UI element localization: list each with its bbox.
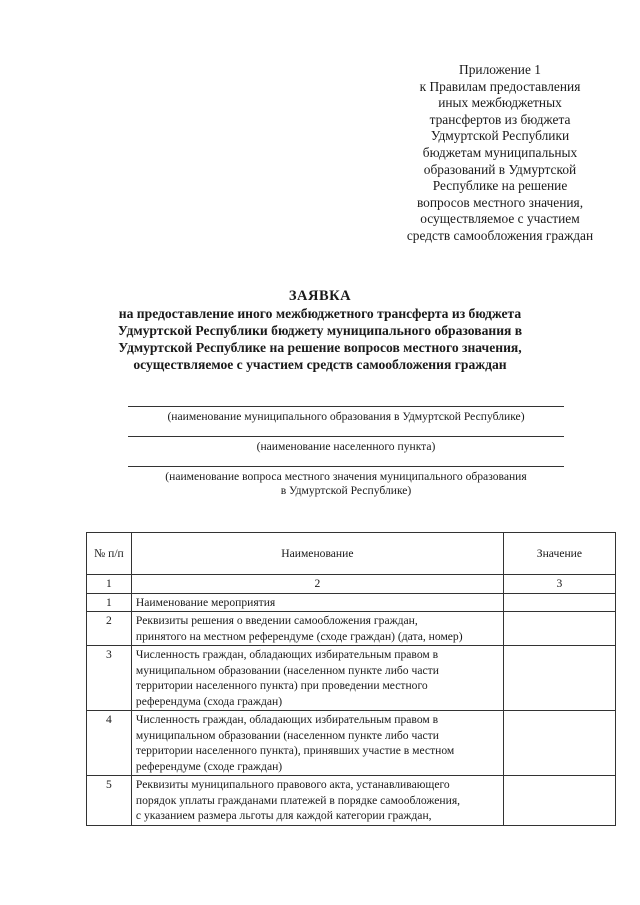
field-caption: [128, 440, 564, 454]
title-line: Удмуртской Республике на решение вопросов местного значения,: [118, 340, 522, 355]
row-name: [131, 646, 503, 711]
row-name-line: Численность граждан, обладающих избирательным правом в: [135, 648, 439, 661]
title-subtitle: [60, 305, 580, 373]
row-name-line: муниципальном образовании (населенном пункте либо части: [135, 728, 439, 742]
row-value-cell[interactable]: [503, 711, 615, 776]
caption-line: в Удмуртской Республике): [280, 484, 412, 497]
field-caption: [128, 410, 564, 424]
table-row: [87, 612, 616, 646]
appendix-line: вопросов местного значения,: [416, 194, 584, 210]
row-name-line: территории населенного пункта) при проведении местного: [135, 679, 428, 692]
row-name-line: муниципальном образовании (населенном пункте либо части: [135, 663, 439, 677]
column-number: 2: [131, 575, 503, 594]
row-name: [131, 776, 503, 826]
row-name-line: Наименование мероприятия: [135, 595, 276, 609]
appendix-line: Республике на решение: [432, 178, 568, 194]
caption-line: (наименование населенного пункта): [256, 440, 436, 453]
row-name-line: Реквизиты решения о введении самообложения граждан,: [135, 614, 418, 627]
row-number: 2: [87, 612, 132, 646]
appendix-line: иных межбюджетных: [438, 95, 562, 111]
appendix-line: осуществляемое с участием: [420, 211, 580, 227]
table-header-row: [87, 533, 616, 575]
municipality-field[interactable]: [128, 406, 564, 424]
blank-line: [128, 436, 564, 437]
row-value-cell[interactable]: [503, 646, 615, 711]
settlement-field[interactable]: [128, 436, 564, 454]
caption-line: (наименование вопроса местного значения муниципального образования: [165, 470, 527, 483]
title-line: Удмуртской Республики бюджету муниципального образования в: [117, 323, 523, 338]
row-number: 1: [87, 593, 132, 612]
document-title: [60, 287, 580, 373]
row-number: 3: [87, 646, 132, 711]
title-line: на предоставление иного межбюджетного трансферта из бюджета: [118, 306, 522, 321]
row-name-line: территории населенного пункта), принявших участие в местном: [135, 744, 455, 757]
row-name: [131, 711, 503, 776]
header-value: Значение: [503, 533, 615, 575]
header-number: № п/п: [87, 533, 132, 575]
table-row: [87, 593, 616, 612]
row-name-line: Численность граждан, обладающих избирательным правом в: [135, 713, 439, 726]
application-table: [86, 532, 616, 826]
appendix-block: [380, 62, 620, 245]
appendix-line: Удмуртской Республики: [430, 128, 570, 144]
row-number: 4: [87, 711, 132, 776]
column-number: 1: [87, 575, 132, 594]
row-number: 5: [87, 776, 132, 826]
table-row: [87, 646, 616, 711]
blank-line: [128, 466, 564, 467]
row-name-line: с указанием размера льготы для каждой категории граждан,: [135, 809, 432, 822]
row-name: [131, 612, 503, 646]
row-value-cell[interactable]: [503, 612, 615, 646]
title-main: ЗАЯВКА: [288, 288, 352, 304]
caption-line: (наименование муниципального образования в Удмуртской Республике): [167, 410, 525, 423]
row-name-line: принятого на местном референдуме (сходе граждан) (дата, номер): [135, 629, 463, 643]
table-row: [87, 711, 616, 776]
column-number: 3: [503, 575, 615, 594]
field-caption: [128, 470, 564, 498]
appendix-line: образований в Удмуртской: [423, 161, 577, 177]
row-name: [131, 593, 503, 612]
table-row: [87, 776, 616, 826]
appendix-line: Приложение 1: [459, 62, 541, 77]
column-number-row: [87, 575, 616, 594]
row-name-line: Реквизиты муниципального правового акта, устанавливающего: [135, 778, 450, 791]
appendix-line: к Правилам предоставления: [419, 78, 581, 94]
appendix-line: трансфертов из бюджета: [429, 111, 571, 127]
title-line: осуществляемое с участием средств самообложения граждан: [133, 357, 507, 372]
row-value-cell[interactable]: [503, 776, 615, 826]
appendix-line: бюджетам муниципальных: [422, 144, 578, 160]
row-name-line: референдума (схода граждан): [135, 694, 283, 708]
header-name: Наименование: [131, 533, 503, 575]
row-name-line: референдуме (сходе граждан): [135, 759, 283, 773]
blank-line: [128, 406, 564, 407]
appendix-line: средств самообложения граждан: [406, 227, 594, 243]
row-name-line: порядок уплаты гражданами платежей в порядке самообложения,: [135, 793, 461, 807]
local-issue-field[interactable]: [128, 466, 564, 498]
row-value-cell[interactable]: [503, 593, 615, 612]
